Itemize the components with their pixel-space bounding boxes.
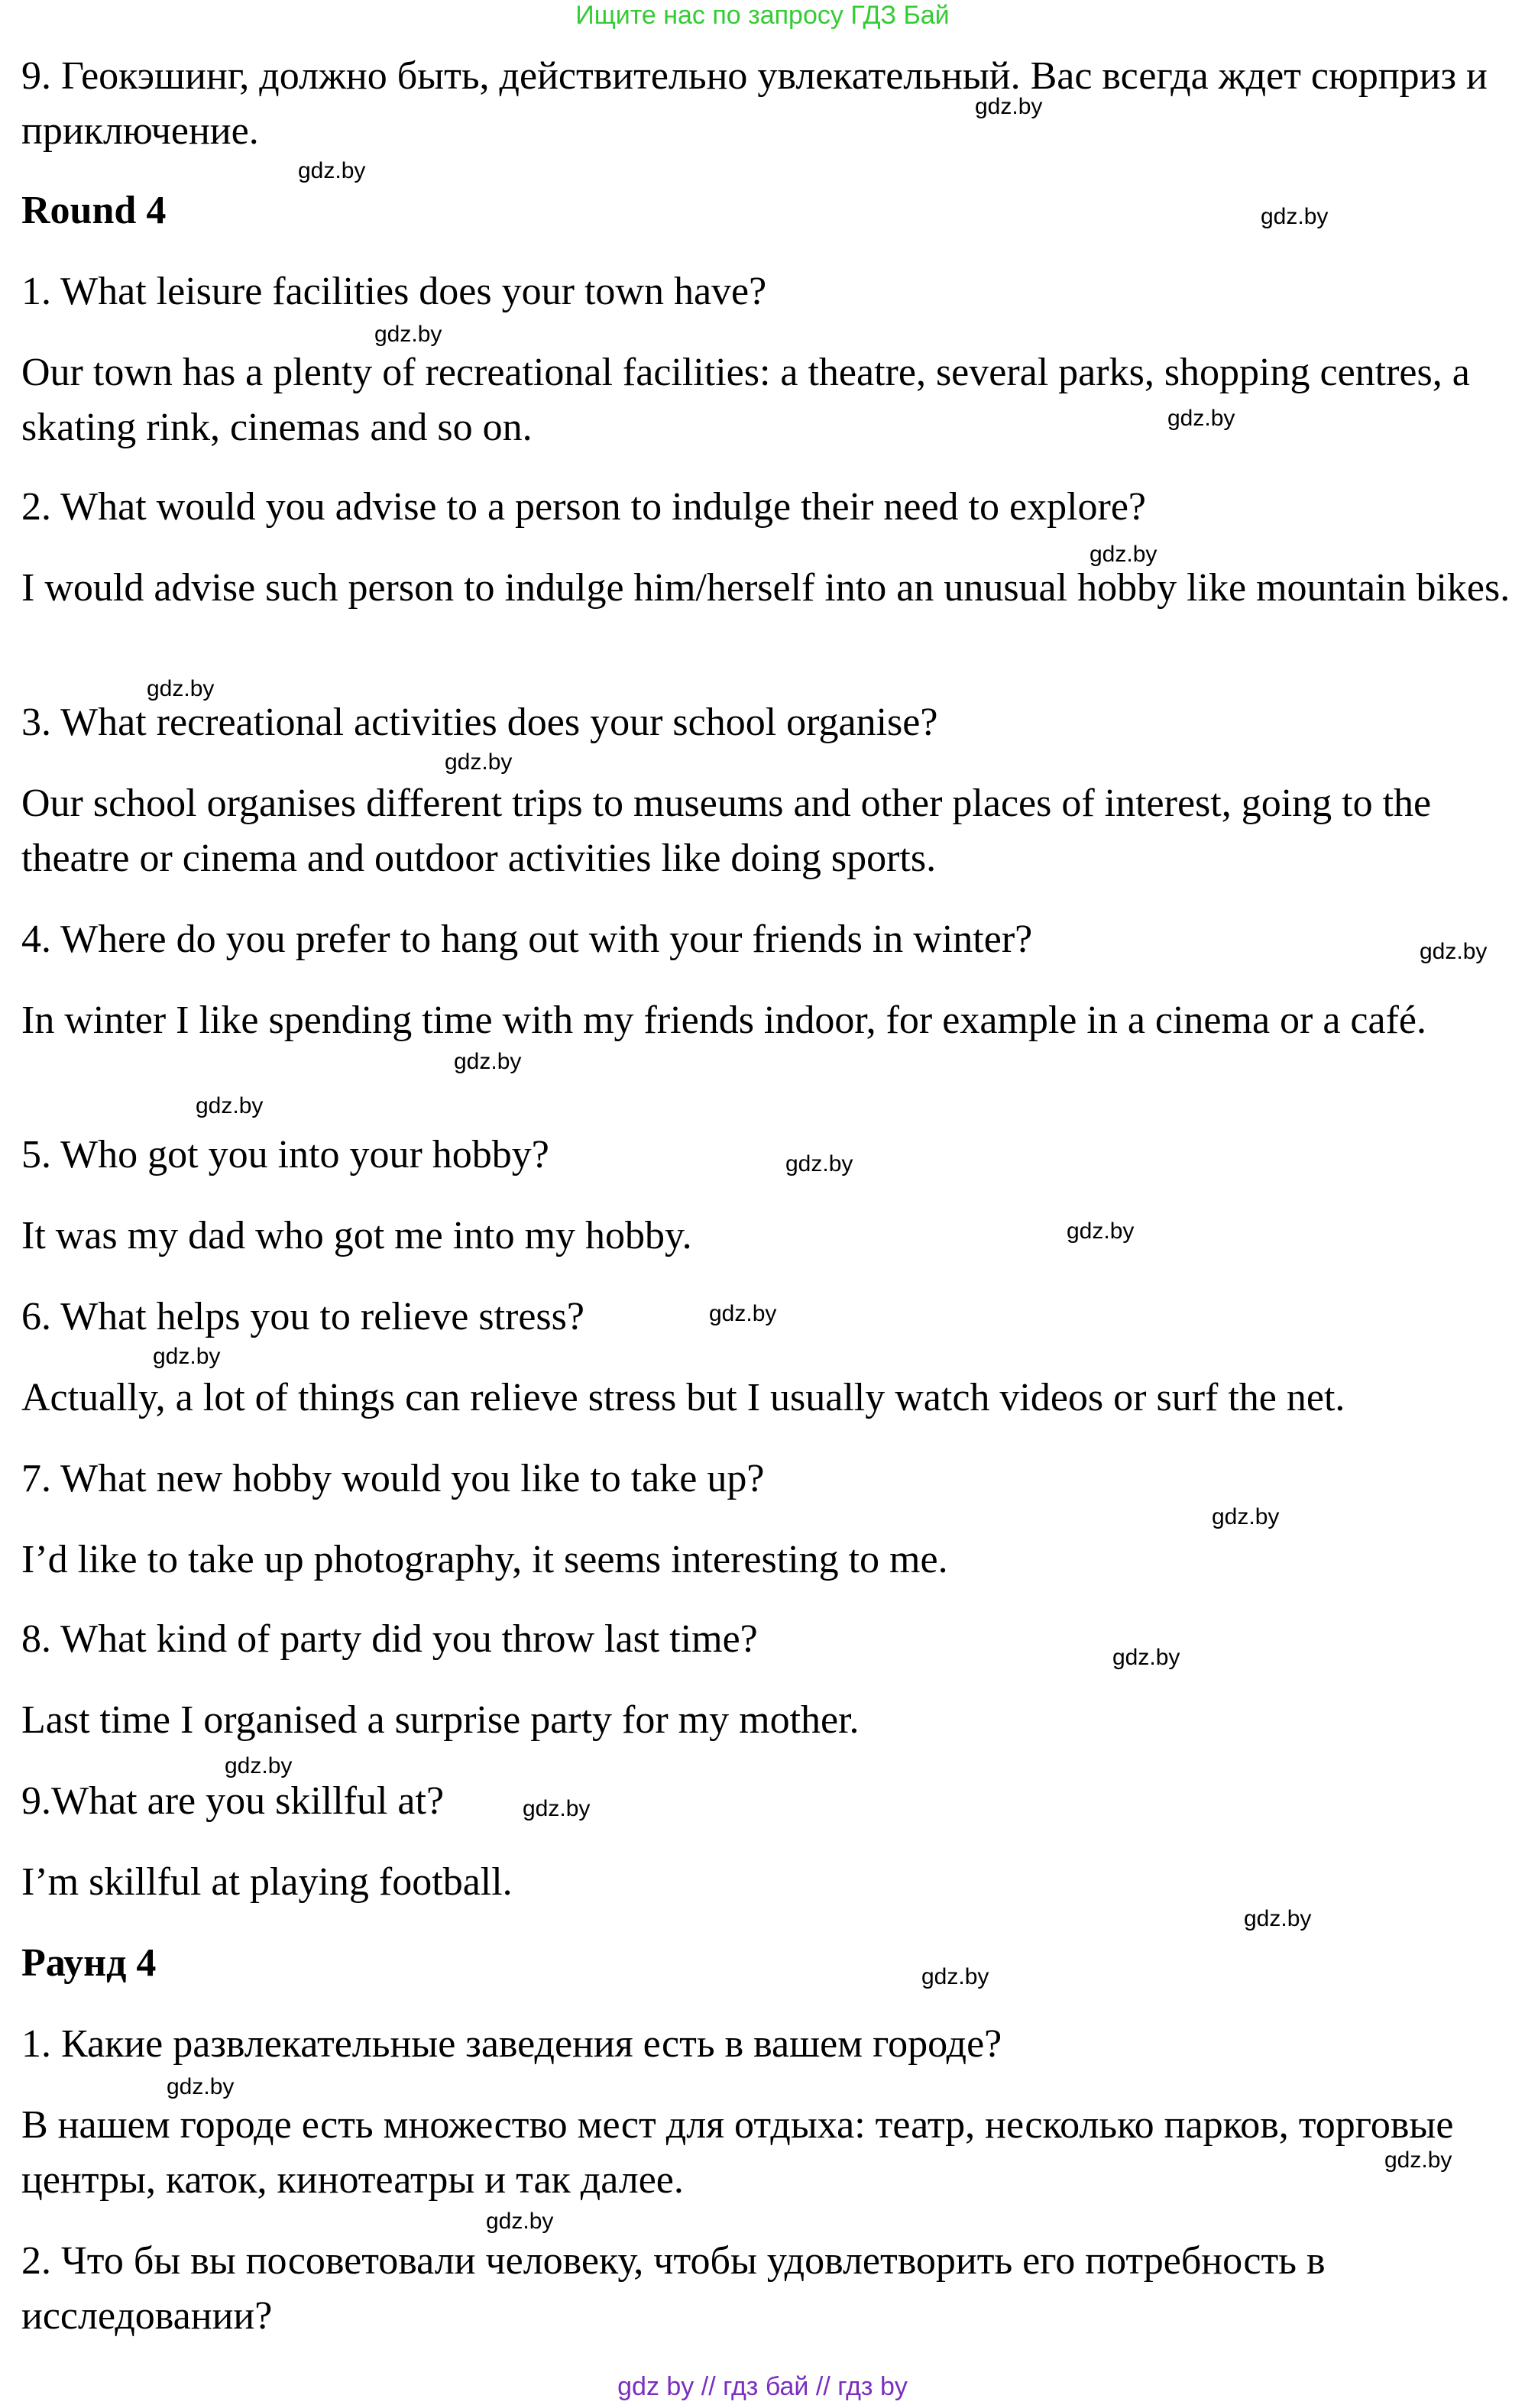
- watermark: gdz.by: [298, 158, 366, 183]
- ru-answer-1: В нашем городе есть множество мест для отдыха: театр, несколько парков, торговые центры, каток, кинотеатры и так далее.: [21, 2103, 1454, 2202]
- answer-7: I’d like to take up photography, it seems interesting to me.: [21, 1538, 948, 1581]
- watermark: gdz.by: [1384, 2147, 1452, 2173]
- answer-4: In winter I like spending time with my friends indoor, for example in a cinema or a café.: [21, 998, 1426, 1042]
- watermark: gdz.by: [374, 322, 442, 347]
- watermark: gdz.by: [1261, 204, 1329, 229]
- watermark: gdz.by: [454, 1049, 522, 1074]
- section-heading-round-4: Round 4: [21, 189, 167, 232]
- watermark: gdz.by: [486, 2209, 554, 2234]
- ru-question-2: 2. Что бы вы посоветовали человеку, чтобы удовлетворить его потребность в исследовании?: [21, 2239, 1326, 2338]
- answer-2: I would advise such person to indulge him/herself into an unusual hobby like mountain bikes.: [21, 566, 1510, 610]
- answer-5: It was my dad who got me into my hobby.: [21, 1214, 692, 1257]
- answer-6: Actually, a lot of things can relieve stress but I usually watch videos or surf the net.: [21, 1376, 1345, 1419]
- watermark: gdz.by: [523, 1796, 591, 1821]
- top-banner[interactable]: Ищите нас по запросу ГДЗ Бай: [575, 1, 950, 30]
- question-2: 2. What would you advise to a person to indulge their need to explore?: [21, 485, 1146, 529]
- answer-1: Our town has a plenty of recreational facilities: a theatre, several parks, shopping centres, a skating rink, cinemas and so on.: [21, 351, 1470, 449]
- ru-answer-geocaching: 9. Геокэшинг, должно быть, действительно увлекательный. Вас всегда ждет сюрприз и приключение.: [21, 54, 1488, 153]
- question-7: 7. What new hobby would you like to take up?: [21, 1457, 765, 1500]
- watermark: gdz.by: [1420, 939, 1488, 964]
- watermark: gdz.by: [1167, 406, 1235, 431]
- watermark: gdz.by: [1090, 542, 1158, 567]
- question-8: 8. What kind of party did you throw last time?: [21, 1617, 758, 1661]
- question-5: 5. Who got you into your hobby?: [21, 1133, 549, 1176]
- watermark: gdz.by: [445, 749, 513, 775]
- watermark: gdz.by: [975, 94, 1043, 119]
- watermark: gdz.by: [1067, 1219, 1135, 1244]
- watermark: gdz.by: [785, 1151, 853, 1176]
- ru-question-1: 1. Какие развлекательные заведения есть в вашем городе?: [21, 2022, 1002, 2066]
- answer-9: I’m skillful at playing football.: [21, 1860, 513, 1904]
- answer-8: Last time I organised a surprise party for my mother.: [21, 1698, 860, 1742]
- watermark: gdz.by: [153, 1344, 221, 1369]
- question-4: 4. Where do you prefer to hang out with your friends in winter?: [21, 918, 1033, 961]
- watermark: gdz.by: [1112, 1645, 1180, 1670]
- section-heading-raund-4: Раунд 4: [21, 1941, 157, 1985]
- question-9: 9.What are you skillful at?: [21, 1779, 445, 1823]
- question-1: 1. What leisure facilities does your town have?: [21, 270, 767, 313]
- question-6: 6. What helps you to relieve stress?: [21, 1295, 584, 1338]
- watermark: gdz.by: [225, 1753, 293, 1778]
- answer-3: Our school organises different trips to museums and other places of interest, going to the theatre or cinema and outdoor activities like doing sports.: [21, 782, 1432, 880]
- watermark: gdz.by: [1212, 1504, 1280, 1529]
- watermark: gdz.by: [196, 1093, 264, 1118]
- watermark: gdz.by: [1244, 1906, 1312, 1931]
- bottom-banner[interactable]: gdz by // гдз бай // гдз by: [617, 2372, 908, 2401]
- watermark: gdz.by: [147, 676, 215, 701]
- watermark: gdz.by: [167, 2074, 235, 2099]
- watermark: gdz.by: [921, 1964, 989, 1989]
- watermark: gdz.by: [709, 1301, 777, 1326]
- question-3: 3. What recreational activities does your school organise?: [21, 701, 938, 744]
